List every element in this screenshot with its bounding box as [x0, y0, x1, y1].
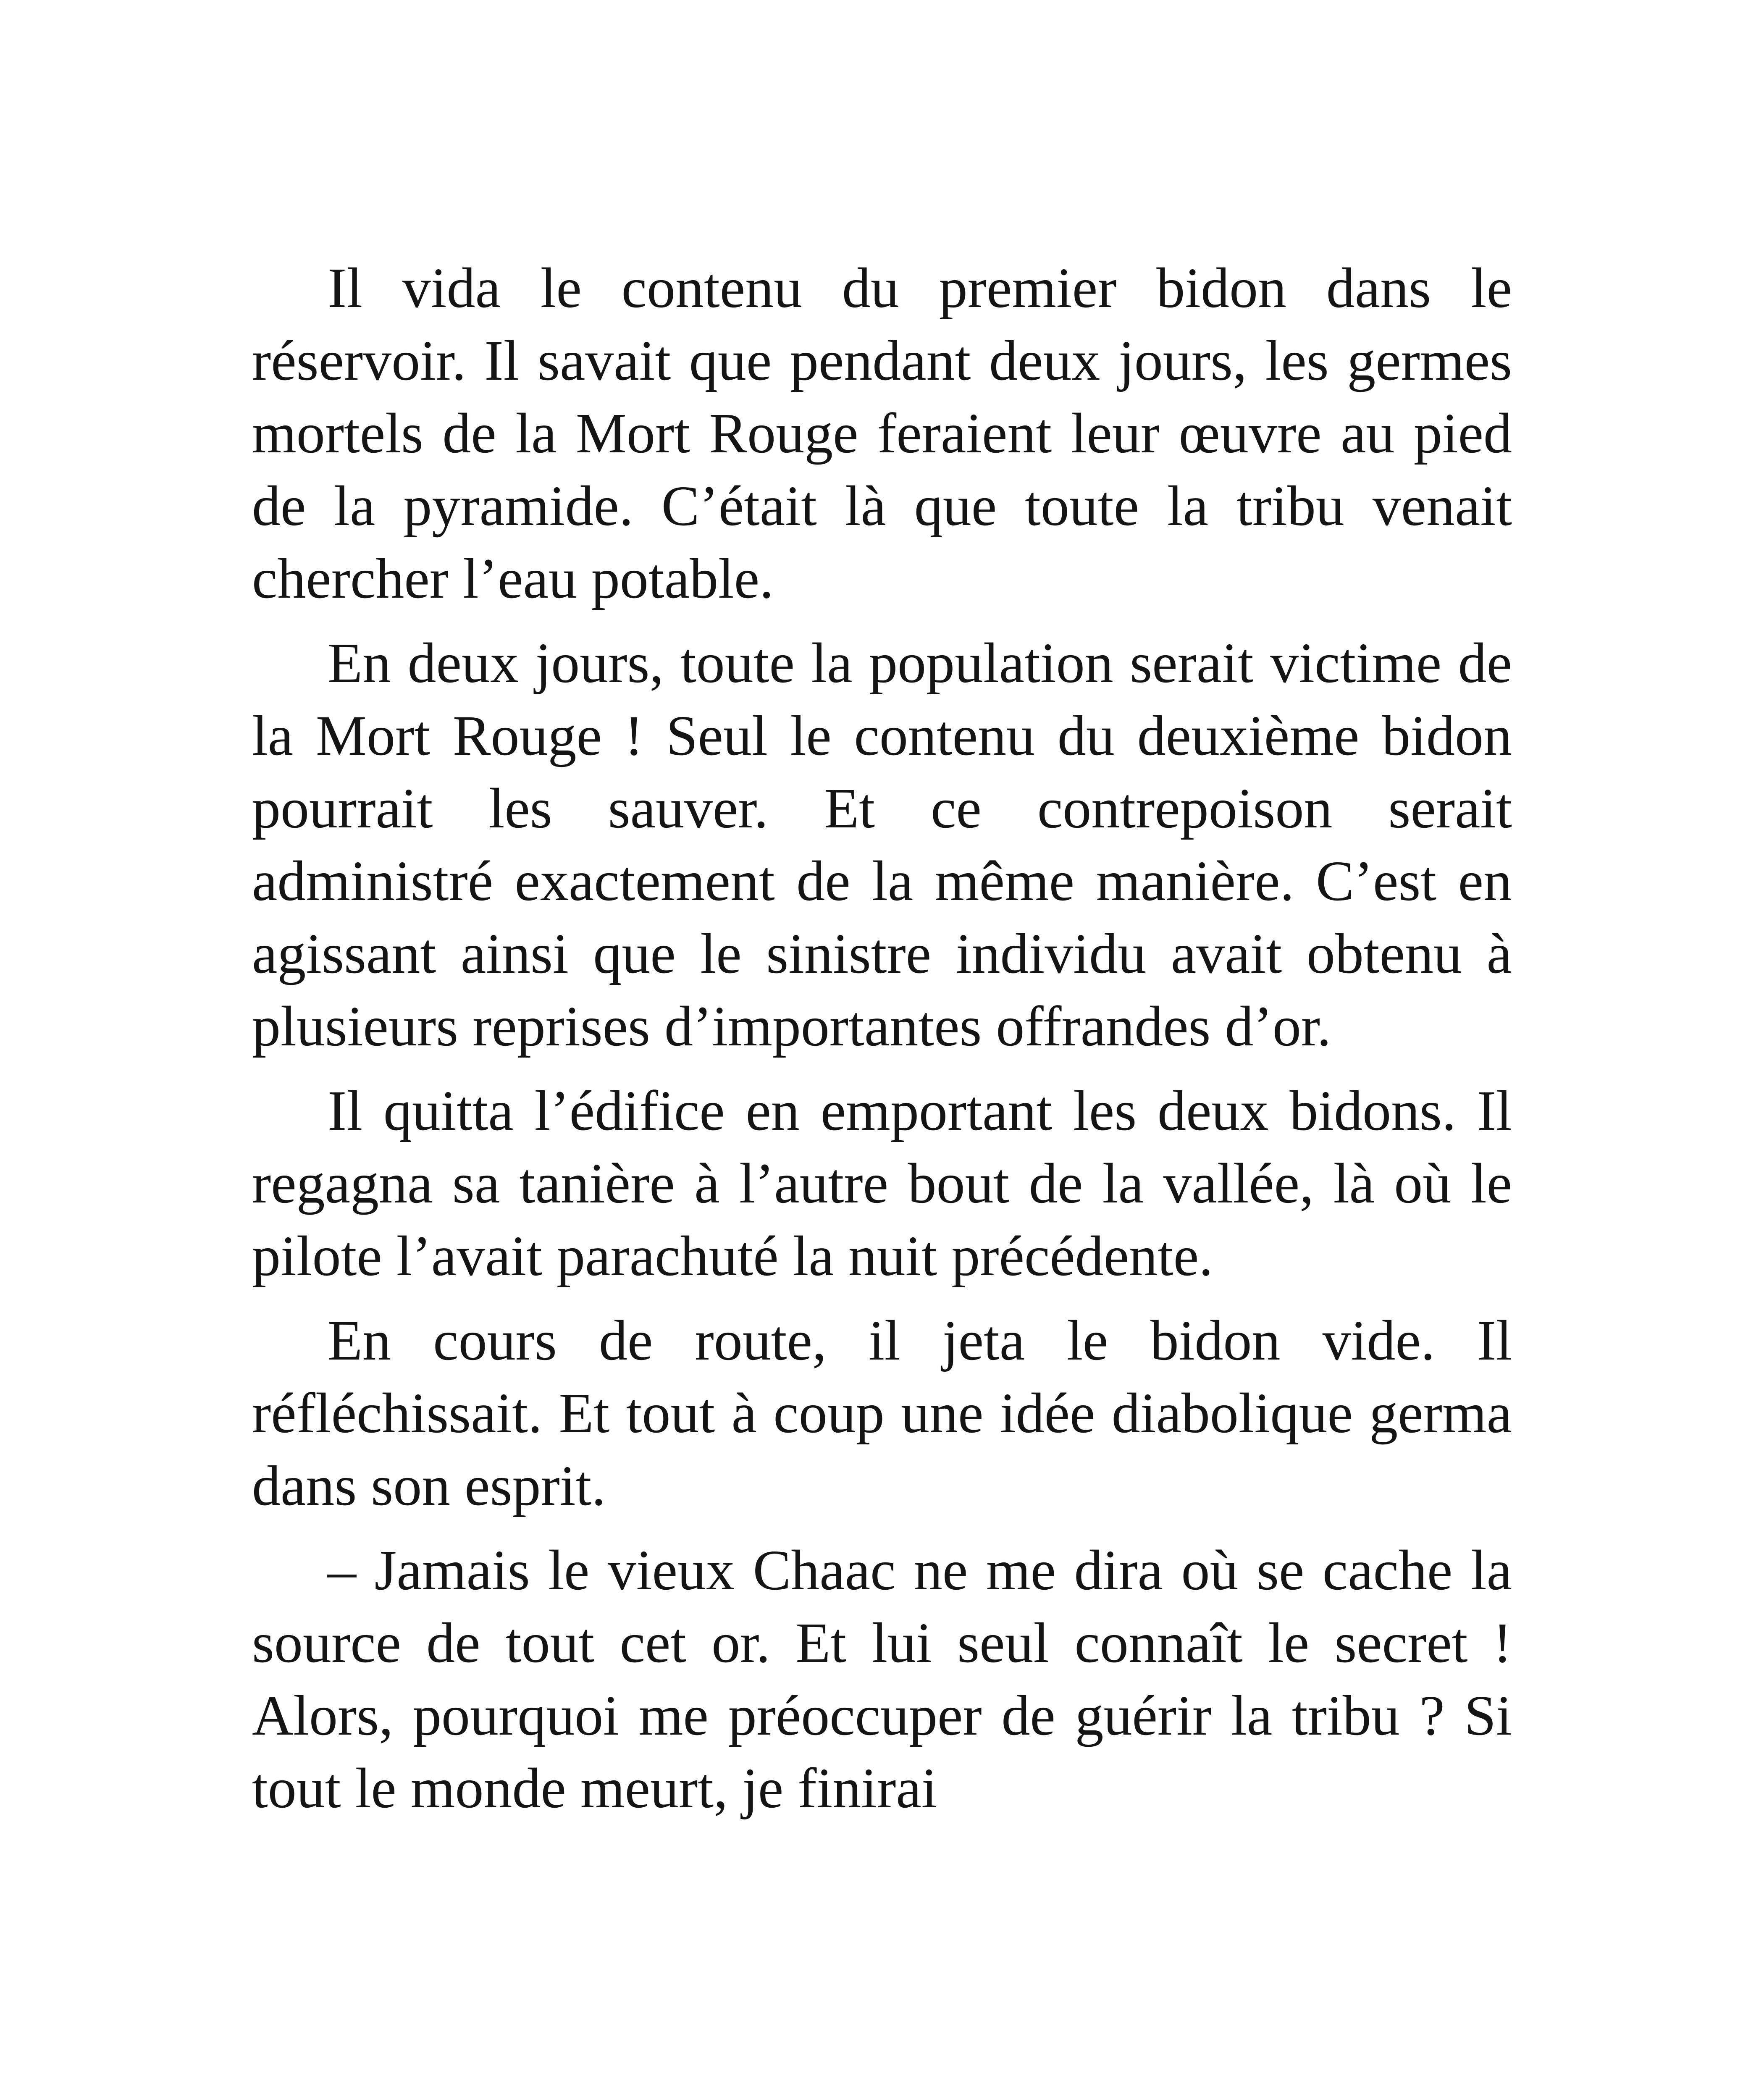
page-body	[252, 252, 1512, 1837]
paragraph-3: Il quitta l’édifice en emportant les deux bidons. Il regagna sa tanière à l’autre bout de la vallée, là où le pilote l’avait parachuté la nuit précédente.	[252, 1079, 1512, 1288]
paragraph-5: – Jamais le vieux Chaac ne me dira où se cache la source de tout cet or. Et lui seul connaît le secret ! Alors, pourquoi me préoccuper de guérir la tribu ? Si tout le monde meurt, je finirai	[252, 1539, 1512, 1820]
paragraph-2: En deux jours, toute la population serait victime de la Mort Rouge ! Seul le contenu du deuxième bidon pourrait les sauver. Et ce contrepoison serait administré exactement de la même manière. C’est en agissant ainsi que le sinistre individu avait obtenu à plusieurs reprises d’importantes offrandes d’or.	[252, 632, 1512, 1058]
paragraph-1: Il vida le contenu du premier bidon dans le réservoir. Il savait que pendant deux jours, les germes mortels de la Mort Rouge feraient leur œuvre au pied de la pyramide. C’était là que toute la tribu venait chercher l’eau potable.	[252, 257, 1512, 610]
paragraph-4: En cours de route, il jeta le bidon vide. Il réfléchissait. Et tout à coup une idée diabolique germa dans son esprit.	[252, 1309, 1512, 1517]
